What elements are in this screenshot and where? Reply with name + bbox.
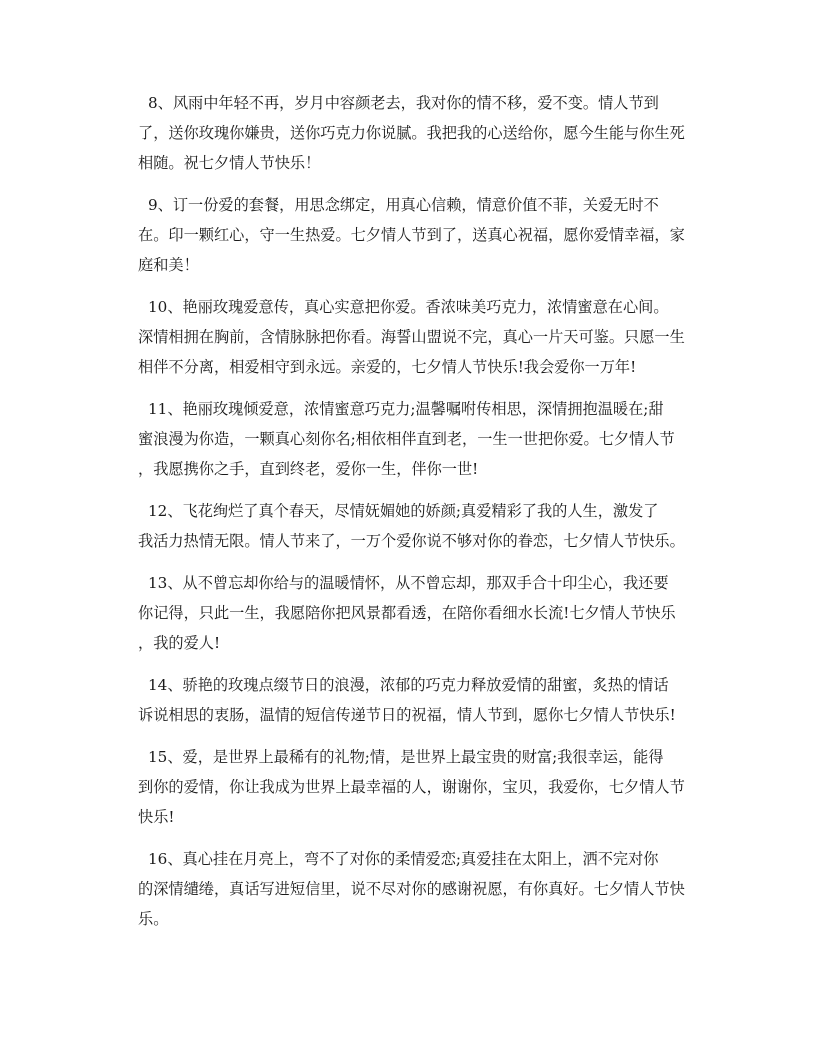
- text-line: 相伴不分离，相爱相守到永远。亲爱的，七夕情人节快乐!我会爱你一万年!: [138, 358, 637, 376]
- text-line: 快乐!: [138, 808, 175, 826]
- text-line: 15、爱，是世界上最稀有的礼物;情，是世界上最宝贵的财富;我很幸运，能得: [148, 748, 664, 766]
- text-line: 蜜浪漫为你造，一颗真心刻你名;相依相伴直到老，一生一世把你爱。七夕情人节: [138, 430, 675, 448]
- text-line: 庭和美！: [138, 256, 199, 274]
- text-line: 11、艳丽玫瑰倾爱意，浓情蜜意巧克力;温馨嘱咐传相思，深情拥抱温暖在;甜: [148, 400, 664, 418]
- paragraph: [138, 292, 698, 382]
- paragraph: [138, 844, 698, 934]
- paragraph: [138, 568, 698, 658]
- paragraph: [138, 670, 698, 730]
- text-line: 8、风雨中年轻不再，岁月中容颜老去，我对你的情不移，爱不变。情人节到: [148, 94, 659, 112]
- text-line: 到你的爱情，你让我成为世界上最幸福的人，谢谢你，宝贝，我爱你，七夕情人节: [138, 778, 685, 796]
- document-page: [138, 88, 698, 946]
- text-line: 12、飞花绚烂了真个春天，尽情妩媚她的娇颜;真爱精彩了我的人生，激发了: [148, 502, 659, 520]
- paragraph: [138, 88, 698, 178]
- text-line: 相随。祝七夕情人节快乐！: [138, 154, 321, 172]
- text-line: 了，送你玫瑰你嫌贵，送你巧克力你说腻。我把我的心送给你，愿今生能与你生死: [138, 124, 685, 142]
- text-line: 你记得，只此一生，我愿陪你把风景都看透，在陪你看细水长流!七夕情人节快乐: [138, 604, 676, 622]
- paragraph: [138, 190, 698, 280]
- text-line: ，我的爱人!: [138, 634, 221, 652]
- text-line: 10、艳丽玫瑰爱意传，真心实意把你爱。香浓味美巧克力，浓情蜜意在心间。: [148, 298, 669, 316]
- text-line: 的深情缱绻，真话写进短信里，说不尽对你的感谢祝愿，有你真好。七夕情人节快: [138, 880, 685, 898]
- text-line: 16、真心挂在月亮上，弯不了对你的柔情爱恋;真爱挂在太阳上，洒不完对你: [148, 850, 659, 868]
- text-line: 9、订一份爱的套餐，用思念绑定，用真心信赖，情意价值不菲，关爱无时不: [148, 196, 659, 214]
- text-line: 在。印一颗红心，守一生热爱。七夕情人节到了，送真心祝福，愿你爱情幸福，家: [138, 226, 685, 244]
- text-line: 我活力热情无限。情人节来了，一万个爱你说不够对你的眷恋，七夕情人节快乐。: [138, 532, 685, 550]
- paragraph: [138, 394, 698, 484]
- text-line: ，我愿携你之手，直到终老，爱你一生，伴你一世!: [138, 460, 479, 478]
- text-line: 乐。: [138, 910, 169, 928]
- paragraph: [138, 496, 698, 556]
- paragraph: [138, 742, 698, 832]
- text-line: 诉说相思的衷肠，温情的短信传递节日的祝福，情人节到，愿你七夕情人节快乐!: [138, 706, 676, 724]
- text-line: 14、骄艳的玫瑰点缀节日的浪漫，浓郁的巧克力释放爱情的甜蜜，炙热的情话: [148, 676, 669, 694]
- text-line: 深情相拥在胸前，含情脉脉把你看。海誓山盟说不完，真心一片天可鉴。只愿一生: [138, 328, 685, 346]
- text-line: 13、从不曾忘却你给与的温暖情怀，从不曾忘却，那双手合十印尘心，我还要: [148, 574, 669, 592]
